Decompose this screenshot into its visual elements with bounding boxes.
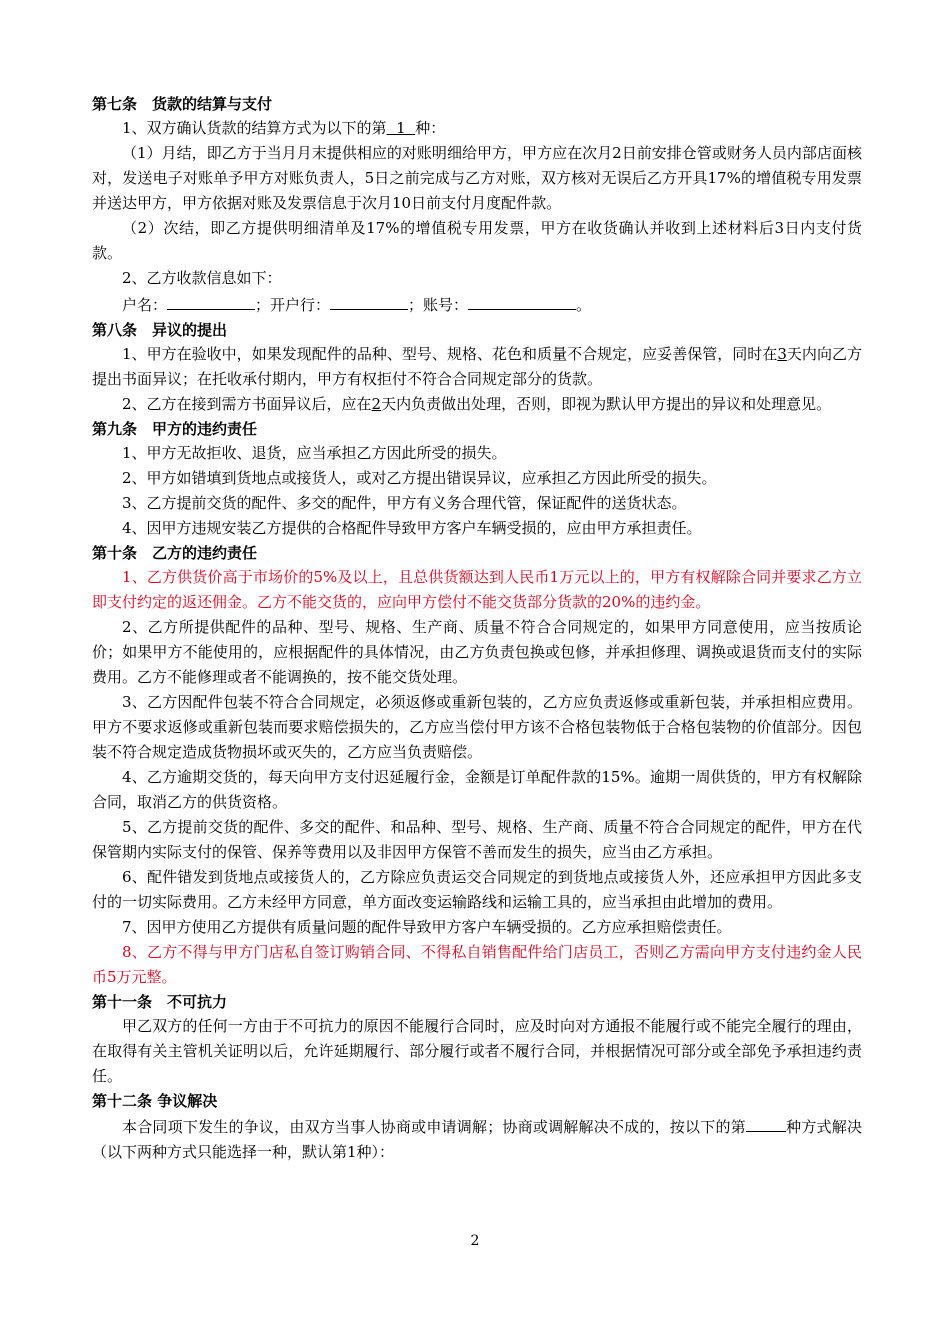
article-10-clause-6: 6、配件错发到货地点或接货人的，乙方除应负责运交合同规定的到货地点或接货人外，还应承担甲方因此多支付的一切实际费用。乙方未经甲方同意，单方面改变运输路线和运输工具的，应当承担由此增加的费用。 [92, 868, 862, 911]
article-10-clause-2: 2、乙方所提供配件的品种、型号、规格、生产商、质量不符合合同规定的，如果甲方同意使用，应当按质论价；如果甲方不能使用的，应根据配件的具体情况，由乙方负责包换或包修，并承担修理、调换或退货而支付的实际费用。乙方不能修理或者不能调换的，按不能交货处理。 [92, 618, 862, 686]
highlighted-clause-text: 乙方供货价高于市场价的5%及以上，且总供货额达到人民币1万元以上的，甲方有权解除合同并要求乙方立即支付约定的返还佣金。乙方不能交货的，应向甲方偿付不能交货部分货款的20%的违约金。 [92, 568, 862, 611]
settlement-option-number [387, 119, 416, 137]
article-12-clause [92, 1113, 862, 1165]
article-8-clause-1 [92, 342, 862, 392]
article-9-clause-2: 2、甲方如错填到货地点或接货人，或对乙方提出错误异议，应承担乙方因此所受的损失。 [122, 469, 717, 487]
bank-label: ；开户行： [255, 296, 331, 314]
clause-text: 种方式解决（以下两种方式只能选择一种，默认第1种）： [92, 1118, 862, 1161]
clause-text: 1、双方确认货款的结算方式为以下的第 [122, 119, 387, 137]
article-7-per-order-settlement: （2）次结，即乙方提供明细清单及17%的增值税专用发票，甲方在收货确认并收到上述材料后3日内支付货款。 [92, 219, 862, 262]
page-number: 2 [470, 1233, 480, 1249]
clause-text: 1、甲方在验收中，如果发现配件的品种、型号、规格、花色和质量不合规定，应妥善保管，同时在 [122, 345, 778, 363]
clause-text: 本合同项下发生的争议，由双方当事人协商或申请调解；协商或调解解决不成的，按以下的第 [122, 1118, 746, 1136]
article-8-clause-2 [92, 392, 862, 417]
article-9-clause-3: 3、乙方提前交货的配件、多交的配件，甲方有义务合理代管，保证配件的送货状态。 [122, 494, 687, 512]
clause-text: 种： [415, 119, 446, 137]
punctuation: 。 [576, 296, 592, 314]
account-number-label: ；账号： [408, 296, 469, 314]
article-8-title: 第八条 异议的提出 [92, 321, 228, 339]
payee-account-info [92, 291, 862, 318]
clause-text: 天内向乙方提出书面异议；在托收承付期内，甲方有权拒付不符合合同规定部分的货款。 [92, 345, 862, 388]
article-7-title: 第七条 货款的结算与支付 [92, 95, 273, 113]
article-10-clause-5: 5、乙方提前交货的配件、多交的配件、和品种、型号、规格、生产商、质量不符合合同规定的配件，甲方在代保管期内实际支付的保管、保养等费用以及非因甲方保管不善而发生的损失，应当由乙方承担。 [92, 818, 862, 861]
clause-number: 1、 [122, 568, 147, 586]
option-value: 1 [396, 119, 406, 137]
article-11-title: 第十一条 不可抗力 [92, 993, 228, 1011]
dispute-option-blank[interactable] [746, 1113, 786, 1132]
article-7-monthly-settlement: （1）月结，即乙方于当月月末提供相应的对账明细给甲方，甲方应在次月2日前安排仓管或财务人员内部店面核对，发送电子对账单予甲方对账负责人，5日之前完成与乙方对账，双方核对无误后乙方开具17%的增值税专用发票并送达甲方，甲方依据对账及发票信息于次月10日前支付月度配件款。 [92, 144, 862, 212]
article-12-title: 第十二条 争议解决 [92, 1092, 218, 1110]
article-10-clause-8: 8、乙方不得与甲方门店私自签订购销合同、不得私自销售配件给门店员工，否则乙方需向甲方支付违约金人民币5万元整。 [92, 943, 862, 986]
clause-text: 天内负责做出处理，否则，即视为默认甲方提出的异议和处理意见。 [381, 395, 832, 413]
article-11-clause: 甲乙双方的任何一方由于不可抗力的原因不能履行合同时，应及时向对方通报不能履行或不能完全履行的理由，在取得有关主管机关证明以后，允许延期履行、部分履行或者不履行合同，并根据情况可部分或全部免予承担违约责任。 [92, 1017, 862, 1085]
response-days: 2 [371, 395, 382, 413]
account-name-label: 户名： [122, 296, 168, 314]
article-9-clause-1: 1、甲方无故拒收、退货，应当承担乙方因此所受的损失。 [122, 444, 507, 462]
article-7-clause-2: 2、乙方收款信息如下： [122, 269, 282, 287]
article-10-title: 第十条 乙方的违约责任 [92, 544, 258, 562]
article-10-clause-3: 3、乙方因配件包装不符合合同规定，必须返修或重新包装的，乙方应负责返修或重新包装，并承担相应费用。甲方不要求返修或重新包装而要求赔偿损失的，乙方应当偿付甲方该不合格包装物低于合格包装物的价值部分。因包装不符合规定造成货物损坏或灭失的，乙方应当负责赔偿。 [92, 693, 862, 761]
objection-days: 3 [777, 345, 787, 363]
article-7-clause-1 [92, 116, 862, 141]
bank-blank[interactable] [330, 291, 408, 310]
article-10-clause-4: 4、乙方逾期交货的，每天向甲方支付迟延履行金，金额是订单配件款的15%。逾期一周供货的，甲方有权解除合同，取消乙方的供货资格。 [92, 768, 862, 811]
article-9-clause-4: 4、因甲方违规安装乙方提供的合格配件导致甲方客户车辆受损的，应由甲方承担责任。 [122, 519, 702, 537]
article-10-clause-1 [92, 565, 862, 615]
account-name-blank[interactable] [167, 291, 255, 310]
contract-page [92, 92, 862, 1165]
clause-text: 2、乙方在接到需方书面异议后，应在 [122, 395, 372, 413]
article-10-clause-7: 7、因甲方使用乙方提供有质量问题的配件导致甲方客户车辆受损的。乙方应承担赔偿责任。 [122, 918, 732, 936]
account-number-blank[interactable] [468, 291, 576, 310]
article-9-title: 第九条 甲方的违约责任 [92, 420, 258, 438]
